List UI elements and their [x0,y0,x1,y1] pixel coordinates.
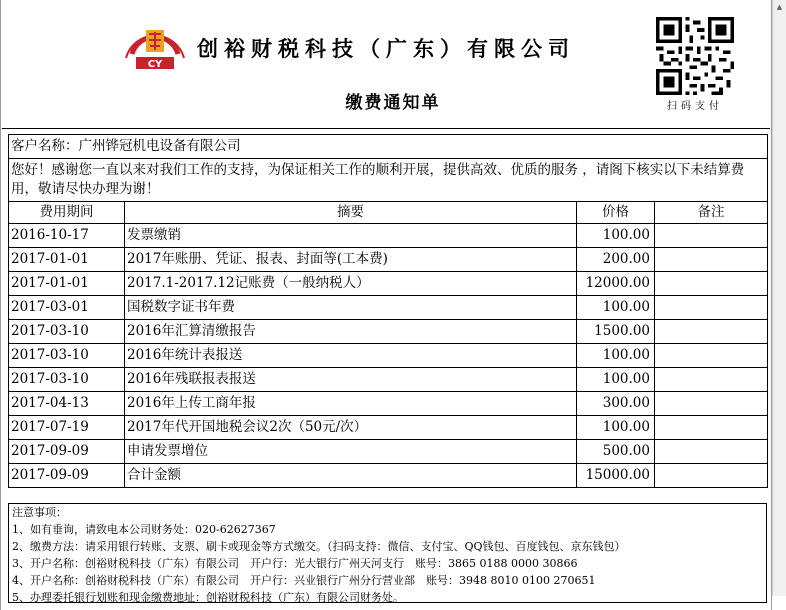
table-row [9,368,768,392]
note-line: 1、如有垂询，请致电本公司财务处：020-62627367 [12,523,276,536]
note-line: 5、办理委托银行划账和现金缴费地址：创裕财税科技（广东）有限公司财务处。 [12,591,404,603]
table-row [9,224,768,248]
summary-cell: 申请发票增位 [125,440,577,464]
table-row [9,416,768,440]
price-cell: 15000.00 [577,464,655,488]
company-logo [120,20,190,76]
note-cell [655,416,768,440]
period-cell: 2017-07-19 [9,416,125,440]
customer-label: 客户名称： [11,138,79,154]
greeting-text: 您好！感谢您一直以来对我们工作的支持，为保证相关工作的顺利开展，提供高效、优质的服务 ，请阁下核实以下未结算费用，敬请尽快办理为谢！ [9,159,768,202]
note-cell [655,344,768,368]
scroll-up-icon[interactable]: ▲ [776,3,783,11]
header-price: 价格 [577,202,655,224]
summary-cell: 2016年残联报表报送 [125,368,577,392]
period-cell: 2017-03-10 [9,320,125,344]
table-row [9,440,768,464]
price-cell: 500.00 [577,440,655,464]
period-cell: 2017-03-01 [9,296,125,320]
summary-cell: 2016年汇算清缴报告 [125,320,577,344]
table-header-row [9,202,768,224]
customer-row [9,135,768,159]
notes-title: 注意事项： [12,506,67,519]
header-note: 备注 [655,202,768,224]
note-cell [655,296,768,320]
price-cell: 100.00 [577,224,655,248]
customer-name: 广州铧冠机电设备有限公司 [78,138,241,154]
price-cell: 100.00 [577,416,655,440]
table-row [9,272,768,296]
period-cell: 2017-03-10 [9,344,125,368]
company-name: 创裕财税科技（广东）有限公司 [197,37,575,61]
summary-cell: 国税数字证书年费 [125,296,577,320]
summary-cell: 合计金额 [125,464,577,488]
table-row [9,344,768,368]
fee-table [8,134,768,488]
period-cell: 2017-04-13 [9,392,125,416]
qr-code-icon [656,17,734,95]
period-cell: 2017-01-01 [9,272,125,296]
summary-cell: 2016年统计表报送 [125,344,577,368]
table-row [9,320,768,344]
note-line: 4、开户名称：创裕财税科技（广东）有限公司 开户行：兴业银行广州分行营业部 账号：3948 8010 0100 270651 [12,574,596,587]
table-row [9,464,768,488]
divider [2,128,770,129]
notes-section [8,503,767,603]
note-cell [655,224,768,248]
period-cell: 2017-09-09 [9,464,125,488]
price-cell: 200.00 [577,248,655,272]
header-period: 费用期间 [9,202,125,224]
price-cell: 1500.00 [577,320,655,344]
logo-text: CY [147,59,163,70]
price-cell: 12000.00 [577,272,655,296]
table-row [9,392,768,416]
qr-caption: 扫码支付 [667,101,723,112]
summary-cell: 发票缴销 [125,224,577,248]
summary-cell: 2016年上传工商年报 [125,392,577,416]
summary-cell: 2017年代开国地税会议2次（50元/次） [125,416,577,440]
summary-cell: 2017.1-2017.12记账费（一般纳税人） [125,272,577,296]
summary-cell: 2017年账册、凭证、报表、封面等(工本费) [125,248,577,272]
page-title: 缴费通知单 [345,93,441,113]
price-cell: 100.00 [577,344,655,368]
note-cell [655,320,768,344]
note-cell [655,368,768,392]
greeting-row [9,159,768,202]
price-cell: 100.00 [577,368,655,392]
price-cell: 300.00 [577,392,655,416]
period-cell: 2016-10-17 [9,224,125,248]
table-row [9,248,768,272]
table-row [9,296,768,320]
header-summary: 摘要 [125,202,577,224]
note-cell [655,464,768,488]
note-cell [655,392,768,416]
period-cell: 2017-01-01 [9,248,125,272]
period-cell: 2017-09-09 [9,440,125,464]
note-cell [655,440,768,464]
note-cell [655,272,768,296]
note-cell [655,248,768,272]
price-cell: 100.00 [577,296,655,320]
note-line: 2、缴费方法：请采用银行转账、支票、刷卡或现金等方式缴交。（扫码支持：微信、支付宝、QQ钱包、百度钱包、京东钱包） [12,540,626,553]
note-line: 3、开户名称：创裕财税科技（广东）有限公司 开户行：光大银行广州天河支行 账号：3865 0188 0000 30866 [12,557,578,570]
period-cell: 2017-03-10 [9,368,125,392]
